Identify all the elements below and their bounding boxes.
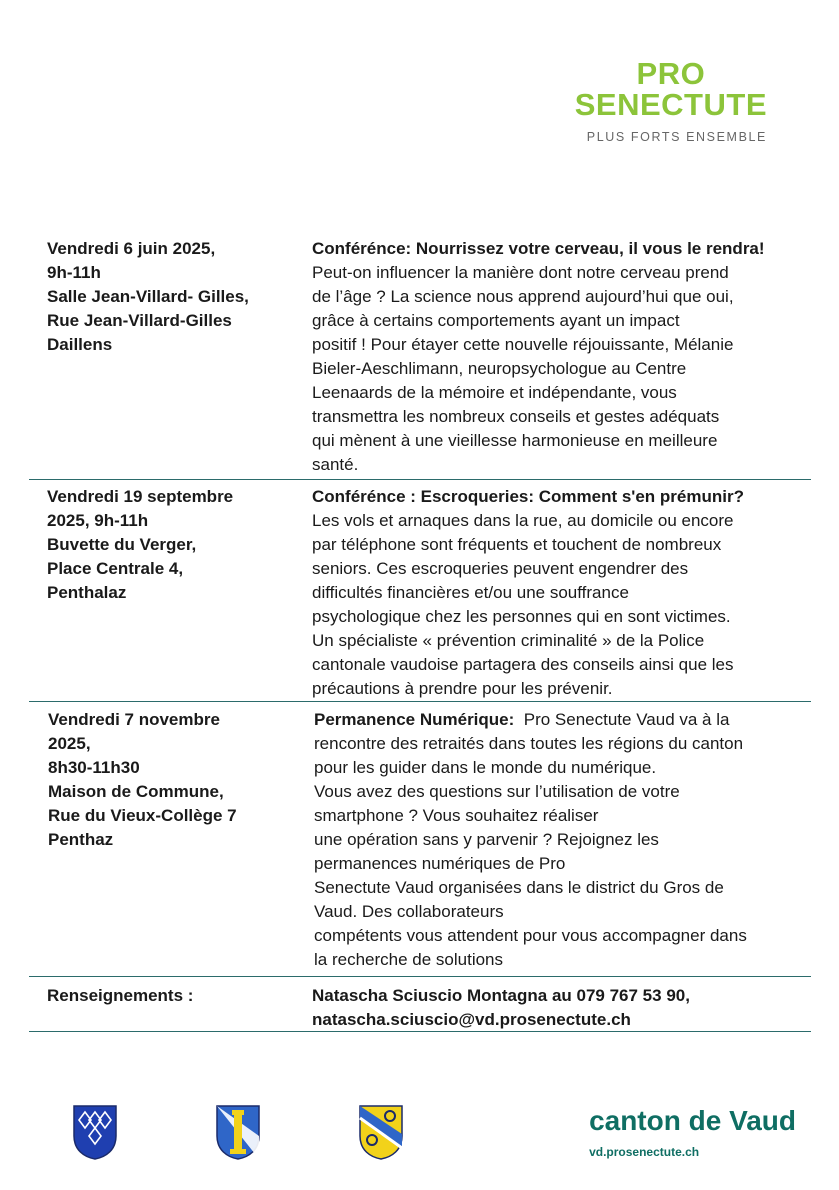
event-text-line: compétents vous attendent pour vous accompagner dans [314,926,747,945]
events-table [29,233,811,1032]
event-time: 9h-11h [47,263,101,282]
event-street: Place Centrale 4, [47,559,184,578]
event-description [312,708,811,976]
event-town: Penthalaz [47,583,127,602]
daillens-shield-icon [72,1104,118,1160]
event-text-line: pour les guider dans le monde du numérique. [314,758,657,777]
event-text-line: la recherche de solutions [314,950,504,969]
event-text-line: cantonale vaudoise partagera des conseils ainsi que les [312,655,734,674]
event-row [29,480,811,702]
event-details [29,237,312,479]
event-text-line: santé. [312,455,359,474]
commune-shields [72,1104,412,1160]
event-description [312,237,811,479]
event-time: 8h30-11h30 [48,758,140,777]
event-town: Penthaz [48,830,114,849]
event-text-line: qui mènent à une vieillesse harmonieuse en meilleure [312,431,718,450]
event-text-line: Senectute Vaud organisées dans le district du Gros de [314,878,724,897]
event-text-line: positif ! Pour étayer cette nouvelle réjouissante, Mélanie [312,335,734,354]
event-venue: Salle Jean-Villard- Gilles, [47,287,249,306]
event-text-line: psychologique chez les personnes qui en sont victimes. [312,607,731,626]
event-row [29,702,811,977]
event-text-line: difficultés financières et/ou une souffrance [312,583,629,602]
event-venue: Buvette du Verger, [47,535,197,554]
event-text-line: précautions à prendre pour les prévenir. [312,679,613,698]
event-street: Rue du Vieux-Collège 7 [48,806,237,825]
event-text-line: Les vols et arnaques dans la rue, au domicile ou encore [312,511,734,530]
event-date: Vendredi 19 septembre [47,487,234,506]
event-text-line: Peut-on influencer la manière dont notre cerveau prend [312,263,729,282]
event-text-line: de l’âge ? La science nous apprend aujourd’hui que oui, [312,287,734,306]
event-venue: Maison de Commune, [48,782,224,801]
contact-phone: Natascha Sciuscio Montagna au 079 767 53 90, [312,986,690,1005]
event-text-line: Vous avez des questions sur l’utilisation de votre [314,782,680,801]
event-town: Daillens [47,335,113,354]
event-text-line: une opération sans y parvenir ? Rejoignez les [314,830,659,849]
logo-line2: SENECTUTE [574,87,767,122]
logo-tagline: PLUS FORTS ENSEMBLE [586,130,767,144]
event-text-line: Un spécialiste « prévention criminalité » de la Police [312,631,705,650]
penthaz-shield-icon [358,1104,404,1160]
pro-senectute-logo [575,58,767,144]
contact-row [29,977,811,1032]
event-row [29,233,811,480]
event-text-line: Bieler-Aeschlimann, neuropsychologue au Centre [312,359,687,378]
contact-email[interactable]: natascha.sciuscio@vd.prosenectute.ch [312,1010,631,1029]
contact-label: Renseignements : [47,986,194,1005]
event-text-line: par téléphone sont fréquents et touchent de nombreux [312,535,722,554]
event-date: Vendredi 6 juin 2025, [47,239,216,258]
event-text-line: Vaud. Des collaborateurs [314,902,504,921]
event-text-line: seniors. Ces escroqueries peuvent engendrer des [312,559,689,578]
penthalaz-shield-icon [215,1104,261,1160]
event-year: 2025, [48,734,91,753]
event-date: Vendredi 7 novembre [48,710,220,729]
event-street: Rue Jean-Villard-Gilles [47,311,232,330]
event-title: Conférénce : Escroqueries: Comment s'en prémunir? [312,487,744,506]
event-text-line: grâce à certains comportements ayant un impact [312,311,680,330]
event-time: 2025, 9h-11h [47,511,149,530]
logo-line1: PRO [636,56,706,91]
event-description [312,485,811,701]
event-details [29,708,312,976]
event-text-line: permanences numériques de Pro [314,854,566,873]
event-text-line: smartphone ? Vous souhaitez réaliser [314,806,599,825]
event-text-line: transmettra les nombreux conseils et gestes adéquats [312,407,720,426]
event-title: Permanence Numérique: [314,710,515,729]
canton-de-vaud-logo: canton de Vaud [589,1105,796,1136]
event-title: Conférénce: Nourrissez votre cerveau, il vous le rendra! [312,239,765,258]
event-title-rest: Pro Senectute Vaud va à la [514,710,730,729]
contact-details [312,984,811,1031]
website-link[interactable]: vd.prosenectute.ch [589,1145,700,1159]
event-text-line: rencontre des retraités dans toutes les régions du canton [314,734,744,753]
event-details [29,485,312,701]
footer-branding [589,1105,796,1159]
event-text-line: Leenaards de la mémoire et indépendante, vous [312,383,677,402]
